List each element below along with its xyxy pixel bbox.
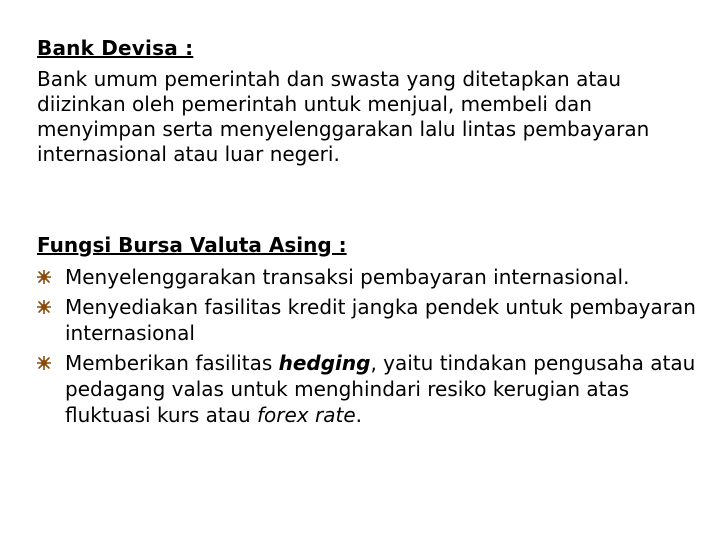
bullet-item-1 bbox=[0, 264, 705, 290]
fungsi-bursa-heading: Fungsi Bursa Valuta Asing : bbox=[37, 233, 347, 257]
bullet-text-middle: , yaitu tindakan pengusaha atau pedagang valas untuk menghindari resiko kerugian atas fluktuasi kurs atau bbox=[65, 351, 696, 427]
bullet-text: Menyediakan fasilitas kredit jangka pendek untuk pembayaran internasional bbox=[65, 295, 696, 345]
bullet-item-3 bbox=[0, 350, 705, 428]
bullet-text-after: . bbox=[355, 403, 362, 427]
hedging-emphasis: hedging bbox=[278, 351, 371, 375]
star-burst-icon bbox=[37, 300, 51, 314]
bank-devisa-heading: Bank Devisa : bbox=[37, 36, 194, 60]
bullet-text: Menyelenggarakan transaksi pembayaran internasional. bbox=[65, 265, 630, 289]
star-burst-icon bbox=[37, 270, 51, 284]
forex-rate-italic: forex rate bbox=[257, 403, 356, 427]
bank-devisa-definition: Bank umum pemerintah dan swasta yang ditetapkan atau diizinkan oleh pemerintah untuk menjual, membeli dan menyimpan serta menyelenggarakan lalu lintas pembayaran internasional atau luar negeri. bbox=[37, 67, 650, 166]
bullet-item-2 bbox=[0, 294, 705, 346]
bullet-text-before: Memberikan fasilitas bbox=[65, 351, 279, 375]
star-burst-icon bbox=[37, 356, 51, 370]
fungsi-bullet-list bbox=[0, 264, 720, 432]
